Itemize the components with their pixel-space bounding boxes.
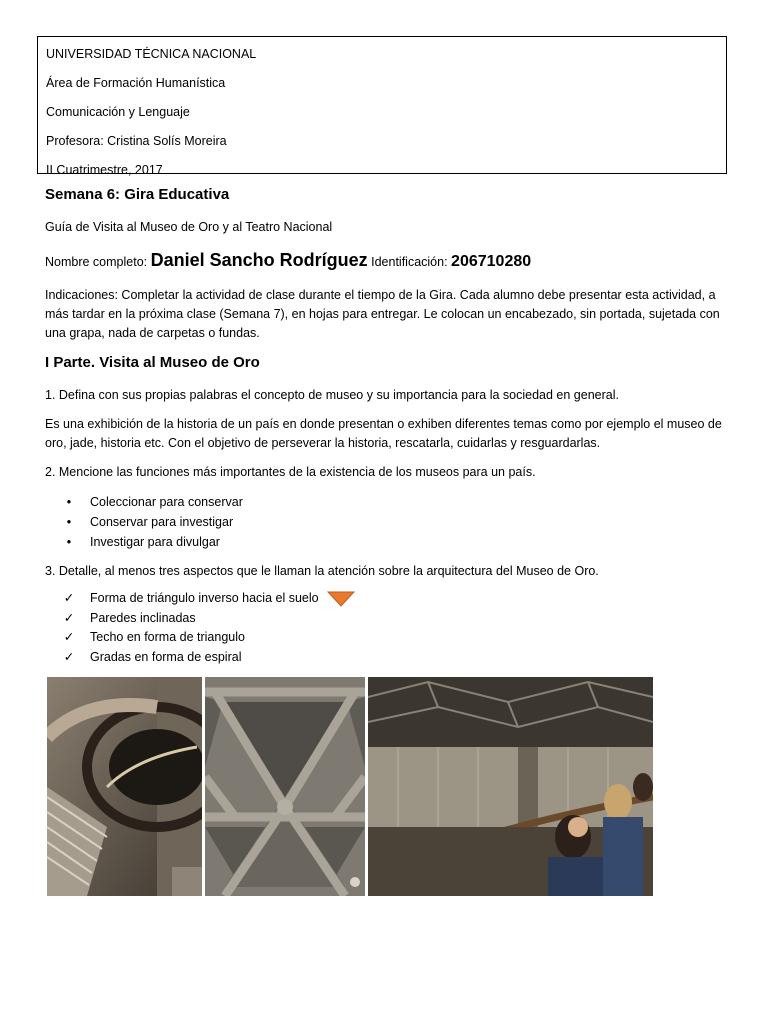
part-title: I Parte. Visita al Museo de Oro [45, 354, 260, 371]
week-title: Semana 6: Gira Educativa [45, 186, 230, 203]
name-label: Nombre completo: [45, 255, 148, 269]
university-name: UNIVERSIDAD TÉCNICA NACIONAL [46, 47, 257, 61]
interior-photo [368, 677, 653, 896]
student-info [45, 250, 531, 271]
functions-list [62, 492, 243, 552]
inverted-triangle-icon [327, 591, 355, 607]
course-name: Comunicación y Lenguaje [46, 105, 190, 119]
area-name: Área de Formación Humanística [46, 76, 226, 90]
bullet-icon: • [66, 515, 72, 529]
aspects-list [62, 589, 355, 667]
question-3: 3. Detalle, al menos tres aspectos que le llaman la atención sobre la arquitectura del Museo de Oro. [45, 564, 599, 578]
header-box [37, 36, 727, 177]
student-name: Daniel Sancho Rodríguez [150, 250, 368, 270]
check-icon: ✓ [63, 649, 75, 664]
question-2: 2. Mencione las funciones más importantes de la existencia de los museos para un país. [45, 465, 536, 479]
check-icon: ✓ [63, 630, 75, 644]
professor-name: Profesora: Cristina Solís Moreira [46, 134, 227, 148]
list-item: • Investigar para divulgar [62, 532, 243, 552]
list-item: ✓ Forma de triángulo inverso hacia el suelo [62, 589, 355, 609]
list-item: • Coleccionar para conservar [62, 492, 243, 512]
list-item: ✓ Paredes inclinadas [62, 609, 355, 629]
instructions: Indicaciones: Completar la actividad de clase durante el tiempo de la Gira. Cada alumno debe presentar esta actividad, a más tardar en la próxima clase (Semana 7), en hojas para entregar. Le colocan un encabezado, sin portada, sujetada con una grapa, nada de carpetas o fundas. [45, 288, 720, 340]
list-item: ✓ Techo en forma de triangulo [62, 628, 355, 648]
staircase-photo [47, 677, 202, 896]
check-icon: ✓ [63, 591, 75, 605]
bullet-icon: • [66, 535, 72, 549]
answer-1: Es una exhibición de la historia de un país en donde presentan o exhiben diferentes temas como por ejemplo el museo de oro, jade, historia etc. Con el objetivo de perseverar la historia, rescatarla, cuidarlas y resguardarlas. [45, 417, 722, 450]
question-1: 1. Defina con sus propias palabras el concepto de museo y su importancia para la sociedad en general. [45, 388, 619, 402]
ceiling-photo [205, 677, 365, 896]
id-label: Identificación: [371, 255, 448, 269]
bullet-icon: • [66, 495, 72, 509]
student-id: 206710280 [451, 253, 532, 270]
check-icon: ✓ [63, 610, 75, 625]
list-item: • Conservar para investigar [62, 512, 243, 532]
guide-subtitle: Guía de Visita al Museo de Oro y al Teatro Nacional [45, 220, 333, 234]
list-item: ✓ Gradas en forma de espiral [62, 648, 355, 668]
term: II Cuatrimestre, 2017 [46, 163, 163, 177]
